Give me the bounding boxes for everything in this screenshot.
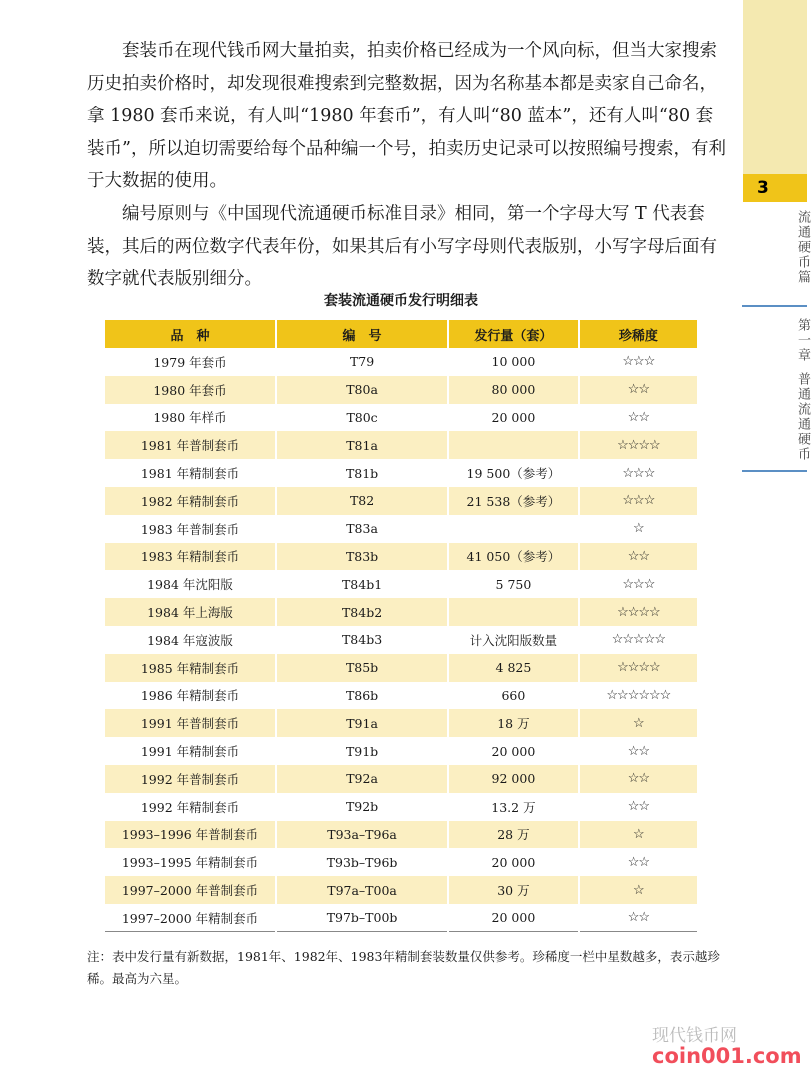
cell-rarity: ☆☆ xyxy=(627,548,650,564)
cell-rarity: ☆☆ xyxy=(627,743,650,759)
cell-code: T92b xyxy=(276,793,448,821)
cell-variety: 1991 年普制套币 xyxy=(105,709,276,737)
cell-code: T80a xyxy=(276,376,448,404)
cell-rarity: ☆ xyxy=(633,826,644,842)
cell-variety: 1993–1995 年精制套币 xyxy=(105,848,276,876)
cell-code: T83a xyxy=(276,515,448,543)
header-variety: 品 种 xyxy=(105,320,276,348)
watermark xyxy=(652,1026,802,1066)
body-paragraph-1 xyxy=(87,35,727,198)
cell-code: T86b xyxy=(276,682,448,710)
cell-mintage: 28 万 xyxy=(448,821,579,849)
cell-variety: 1983 年精制套币 xyxy=(105,543,276,571)
cell-variety: 1982 年精制套币 xyxy=(105,487,276,515)
table-row xyxy=(105,682,697,710)
cell-code: T97a–T00a xyxy=(276,876,448,904)
table-row xyxy=(105,821,697,849)
cell-code: T82 xyxy=(276,487,448,515)
table-row xyxy=(105,737,697,765)
cell-code: T84b1 xyxy=(276,570,448,598)
cell-code: T84b3 xyxy=(276,626,448,654)
cell-rarity: ☆☆☆☆☆☆ xyxy=(606,687,671,703)
chapter-title: 普通流通硬币 xyxy=(795,372,810,462)
table-row xyxy=(105,709,697,737)
cell-variety: 1983 年普制套币 xyxy=(105,515,276,543)
cell-rarity: ☆☆ xyxy=(627,910,650,926)
header-mintage: 发行量（套） xyxy=(448,320,579,348)
table-row xyxy=(105,598,697,626)
table-row xyxy=(105,459,697,487)
cell-code: T80c xyxy=(276,404,448,432)
cell-variety: 1981 年精制套币 xyxy=(105,459,276,487)
cell-rarity: ☆☆☆ xyxy=(622,354,655,370)
cell-rarity: ☆☆☆☆☆ xyxy=(611,632,666,648)
table-row xyxy=(105,904,697,932)
sidebar-divider xyxy=(742,470,807,472)
table-title: 套装流通硬币发行明细表 xyxy=(324,293,478,309)
table-row xyxy=(105,431,697,459)
cell-mintage: 660 xyxy=(448,682,579,710)
cell-mintage: 13.2 万 xyxy=(448,793,579,821)
cell-mintage: 5 750 xyxy=(448,570,579,598)
cell-variety: 1993–1996 年普制套币 xyxy=(105,821,276,849)
cell-mintage: 计入沈阳版数量 xyxy=(448,626,579,654)
table-row xyxy=(105,654,697,682)
cell-mintage: 80 000 xyxy=(448,376,579,404)
watermark-name: 现代钱币网 xyxy=(652,1026,737,1046)
cell-mintage: 18 万 xyxy=(448,709,579,737)
table-header-row xyxy=(105,320,697,348)
cell-rarity: ☆☆☆☆ xyxy=(617,437,660,453)
cell-rarity: ☆☆☆ xyxy=(622,465,655,481)
cell-rarity: ☆☆ xyxy=(627,771,650,787)
table-row xyxy=(105,404,697,432)
cell-variety: 1986 年精制套币 xyxy=(105,682,276,710)
cell-mintage xyxy=(448,431,579,459)
cell-rarity: ☆☆ xyxy=(627,854,650,870)
cell-mintage: 10 000 xyxy=(448,348,579,376)
cell-rarity: ☆☆ xyxy=(627,409,650,425)
cell-mintage: 20 000 xyxy=(448,404,579,432)
cell-variety: 1985 年精制套币 xyxy=(105,654,276,682)
cell-code: T92a xyxy=(276,765,448,793)
part-title: 流通硬币篇 xyxy=(795,210,810,285)
table-row xyxy=(105,570,697,598)
cell-code: T81b xyxy=(276,459,448,487)
table-row xyxy=(105,848,697,876)
cell-variety: 1984 年沈阳版 xyxy=(105,570,276,598)
cell-rarity: ☆☆☆☆ xyxy=(617,660,660,676)
table-row xyxy=(105,793,697,821)
cell-mintage xyxy=(448,515,579,543)
table-row xyxy=(105,543,697,571)
cell-rarity: ☆☆☆ xyxy=(622,576,655,592)
issuance-table xyxy=(105,320,697,932)
body-paragraph-2 xyxy=(87,198,727,296)
cell-mintage: 30 万 xyxy=(448,876,579,904)
cell-mintage: 92 000 xyxy=(448,765,579,793)
header-code: 编 号 xyxy=(276,320,448,348)
cell-mintage: 4 825 xyxy=(448,654,579,682)
cell-code: T91b xyxy=(276,737,448,765)
cell-rarity: ☆☆☆ xyxy=(622,493,655,509)
cell-rarity: ☆☆ xyxy=(627,382,650,398)
cell-mintage: 20 000 xyxy=(448,737,579,765)
cell-variety: 1992 年普制套币 xyxy=(105,765,276,793)
cell-code: T83b xyxy=(276,543,448,571)
paragraph-text: 套装币在现代钱币网大量拍卖，拍卖价格已经成为一个风向标，但当大家搜索历史拍卖价格时，却发现很难搜索到完整数据，因为名称基本都是卖家自己命名，拿 1980 套币来说，有人叫“1980 年套币”，有人叫“80 蓝本”，还有人叫“80 套装币”，所以迫切需要给每个品种编一个号，拍卖历史记录可以按照编号搜索，有利于大数据的使用。 xyxy=(87,41,726,191)
cell-mintage: 20 000 xyxy=(448,904,579,932)
table-row xyxy=(105,626,697,654)
cell-variety: 1980 年套币 xyxy=(105,376,276,404)
sidebar-divider xyxy=(742,305,807,307)
cell-code: T85b xyxy=(276,654,448,682)
paragraph-text: 编号原则与《中国现代流通硬币标准目录》相同，第一个字母大写 T 代表套装，其后的两位数字代表年份，如果其后有小写字母则代表版别，小写字母后面有数字就代表版别细分。 xyxy=(87,204,717,289)
cell-code: T93b–T96b xyxy=(276,848,448,876)
table-note: 注：表中发行量有新数据，1981年、1982年、1983年精制套装数量仅供参考。珍稀度一栏中星数越多，表示越珍稀。最高为六星。 xyxy=(87,949,720,986)
table-row xyxy=(105,765,697,793)
cell-mintage: 19 500（参考） xyxy=(448,459,579,487)
cell-rarity: ☆☆ xyxy=(627,799,650,815)
side-tab-top xyxy=(743,0,807,174)
cell-variety: 1991 年精制套币 xyxy=(105,737,276,765)
cell-rarity: ☆ xyxy=(633,521,644,537)
cell-code: T91a xyxy=(276,709,448,737)
chapter-label: 第一章 xyxy=(795,318,810,363)
cell-mintage xyxy=(448,598,579,626)
cell-mintage: 20 000 xyxy=(448,848,579,876)
table-row xyxy=(105,515,697,543)
cell-code: T84b2 xyxy=(276,598,448,626)
cell-mintage: 21 538（参考） xyxy=(448,487,579,515)
table-row xyxy=(105,487,697,515)
cell-variety: 1980 年样币 xyxy=(105,404,276,432)
watermark-url: coin001.com xyxy=(652,1044,802,1068)
cell-variety: 1997–2000 年精制套币 xyxy=(105,904,276,932)
cell-variety: 1984 年上海版 xyxy=(105,598,276,626)
header-rarity: 珍稀度 xyxy=(618,328,658,344)
cell-mintage: 41 050（参考） xyxy=(448,543,579,571)
cell-rarity: ☆☆☆☆ xyxy=(617,604,660,620)
cell-variety: 1992 年精制套币 xyxy=(105,793,276,821)
cell-variety: 1997–2000 年普制套币 xyxy=(105,876,276,904)
cell-variety: 1981 年普制套币 xyxy=(105,431,276,459)
cell-rarity: ☆ xyxy=(633,882,644,898)
table-row xyxy=(105,876,697,904)
table-row xyxy=(105,348,697,376)
cell-code: T97b–T00b xyxy=(276,904,448,932)
cell-variety: 1979 年套币 xyxy=(105,348,276,376)
chapter-number: 3 xyxy=(743,174,807,202)
cell-variety: 1984 年寇波版 xyxy=(105,626,276,654)
cell-code: T79 xyxy=(276,348,448,376)
cell-rarity: ☆ xyxy=(633,715,644,731)
cell-code: T93a–T96a xyxy=(276,821,448,849)
table-row xyxy=(105,376,697,404)
cell-code: T81a xyxy=(276,431,448,459)
